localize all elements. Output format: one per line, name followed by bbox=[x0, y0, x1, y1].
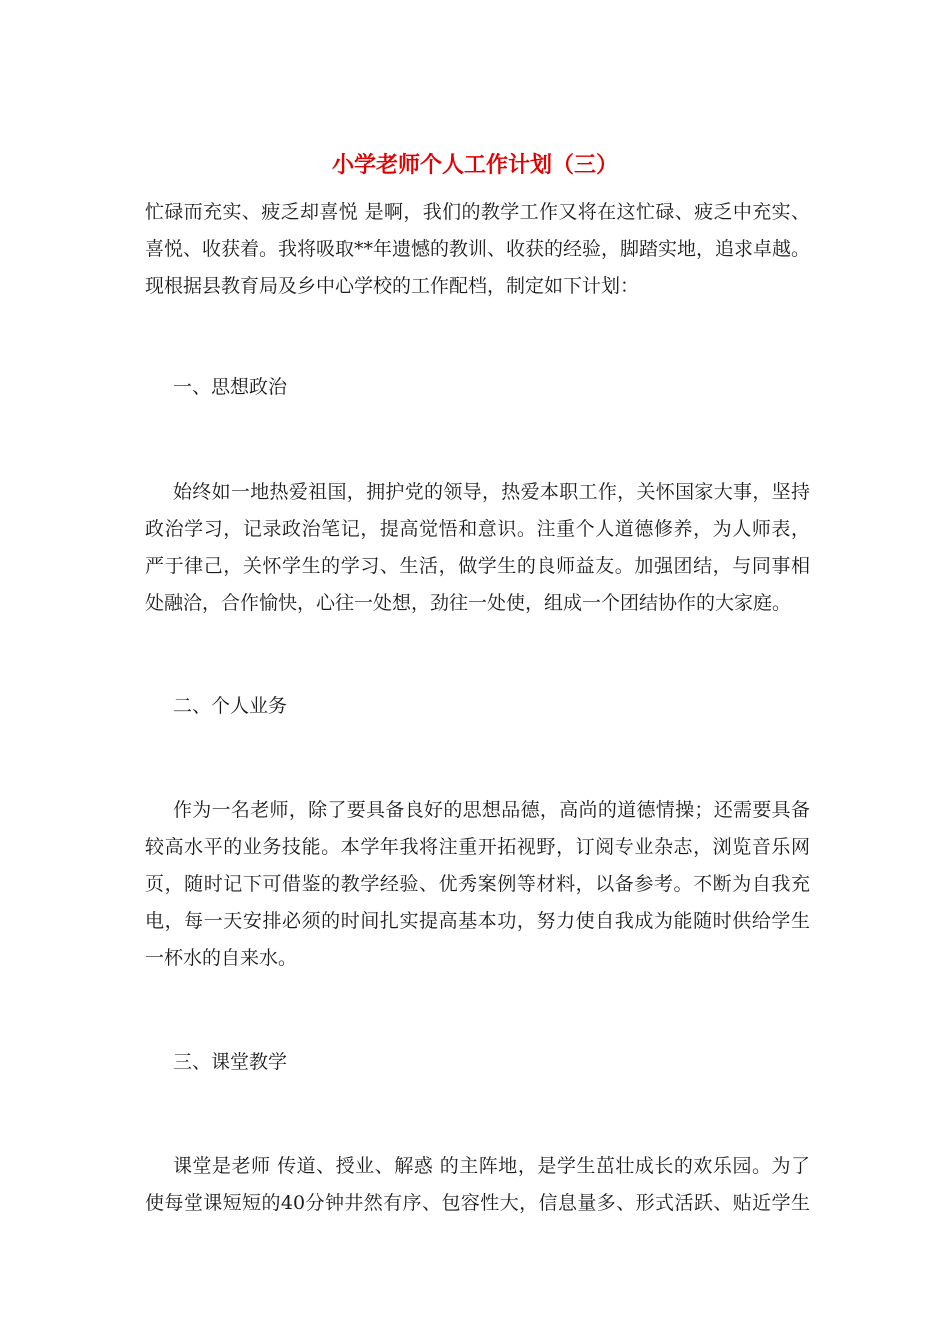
paragraph-line: 作为一名老师，除了要具备良好的思想品德，高尚的道德情操；还需要具备 bbox=[173, 799, 810, 821]
intro-line: 喜悦、收获着。我将吸取**年遗憾的教训、收获的经验，脚踏实地，追求卓越。 bbox=[145, 238, 811, 260]
section-paragraph-professional bbox=[145, 792, 810, 977]
paragraph-line: 始终如一地热爱祖国，拥护党的领导，热爱本职工作，关怀国家大事，坚持 bbox=[173, 481, 810, 503]
paragraph-line: 使每堂课短短的40分钟井然有序、包容性大，信息量多、形式活跃、贴近学生 bbox=[145, 1192, 810, 1214]
paragraph-line: 电，每一天安排必须的时间扎实提高基本功，努力使自我成为能随时供给学生 bbox=[145, 910, 810, 932]
section-heading-classroom: 三、课堂教学 bbox=[173, 1051, 288, 1073]
paragraph-line: 较高水平的业务技能。本学年我将注重开拓视野，订阅专业杂志，浏览音乐网 bbox=[145, 836, 810, 858]
intro-line: 现根据县教育局及乡中心学校的工作配档，制定如下计划： bbox=[145, 275, 640, 297]
section-paragraph-politics bbox=[145, 474, 810, 622]
intro-line: 忙碌而充实、疲乏却喜悦 是啊，我们的教学工作又将在这忙碌、疲乏中充实、 bbox=[145, 201, 810, 223]
document-title: 小学老师个人工作计划（三） bbox=[331, 152, 618, 178]
section-paragraph-classroom bbox=[145, 1148, 810, 1222]
paragraph-line: 严于律己，关怀学生的学习、生活，做学生的良师益友。加强团结，与同事相 bbox=[145, 555, 810, 577]
intro-paragraph bbox=[145, 194, 810, 305]
section-heading-professional: 二、个人业务 bbox=[173, 695, 288, 717]
section-heading-politics: 一、思想政治 bbox=[173, 376, 288, 398]
paragraph-line: 一杯水的自来水。 bbox=[145, 947, 298, 969]
paragraph-line: 政治学习，记录政治笔记，提高觉悟和意识。注重个人道德修养，为人师表， bbox=[145, 518, 810, 540]
paragraph-line: 课堂是老师 传道、授业、解惑 的主阵地，是学生茁壮成长的欢乐园。为了 bbox=[173, 1155, 810, 1177]
paragraph-line: 页，随时记下可借鉴的教学经验、优秀案例等材料，以备参考。不断为自我充 bbox=[145, 873, 810, 895]
paragraph-line: 处融洽，合作愉快，心往一处想，劲往一处使，组成一个团结协作的大家庭。 bbox=[145, 592, 792, 614]
